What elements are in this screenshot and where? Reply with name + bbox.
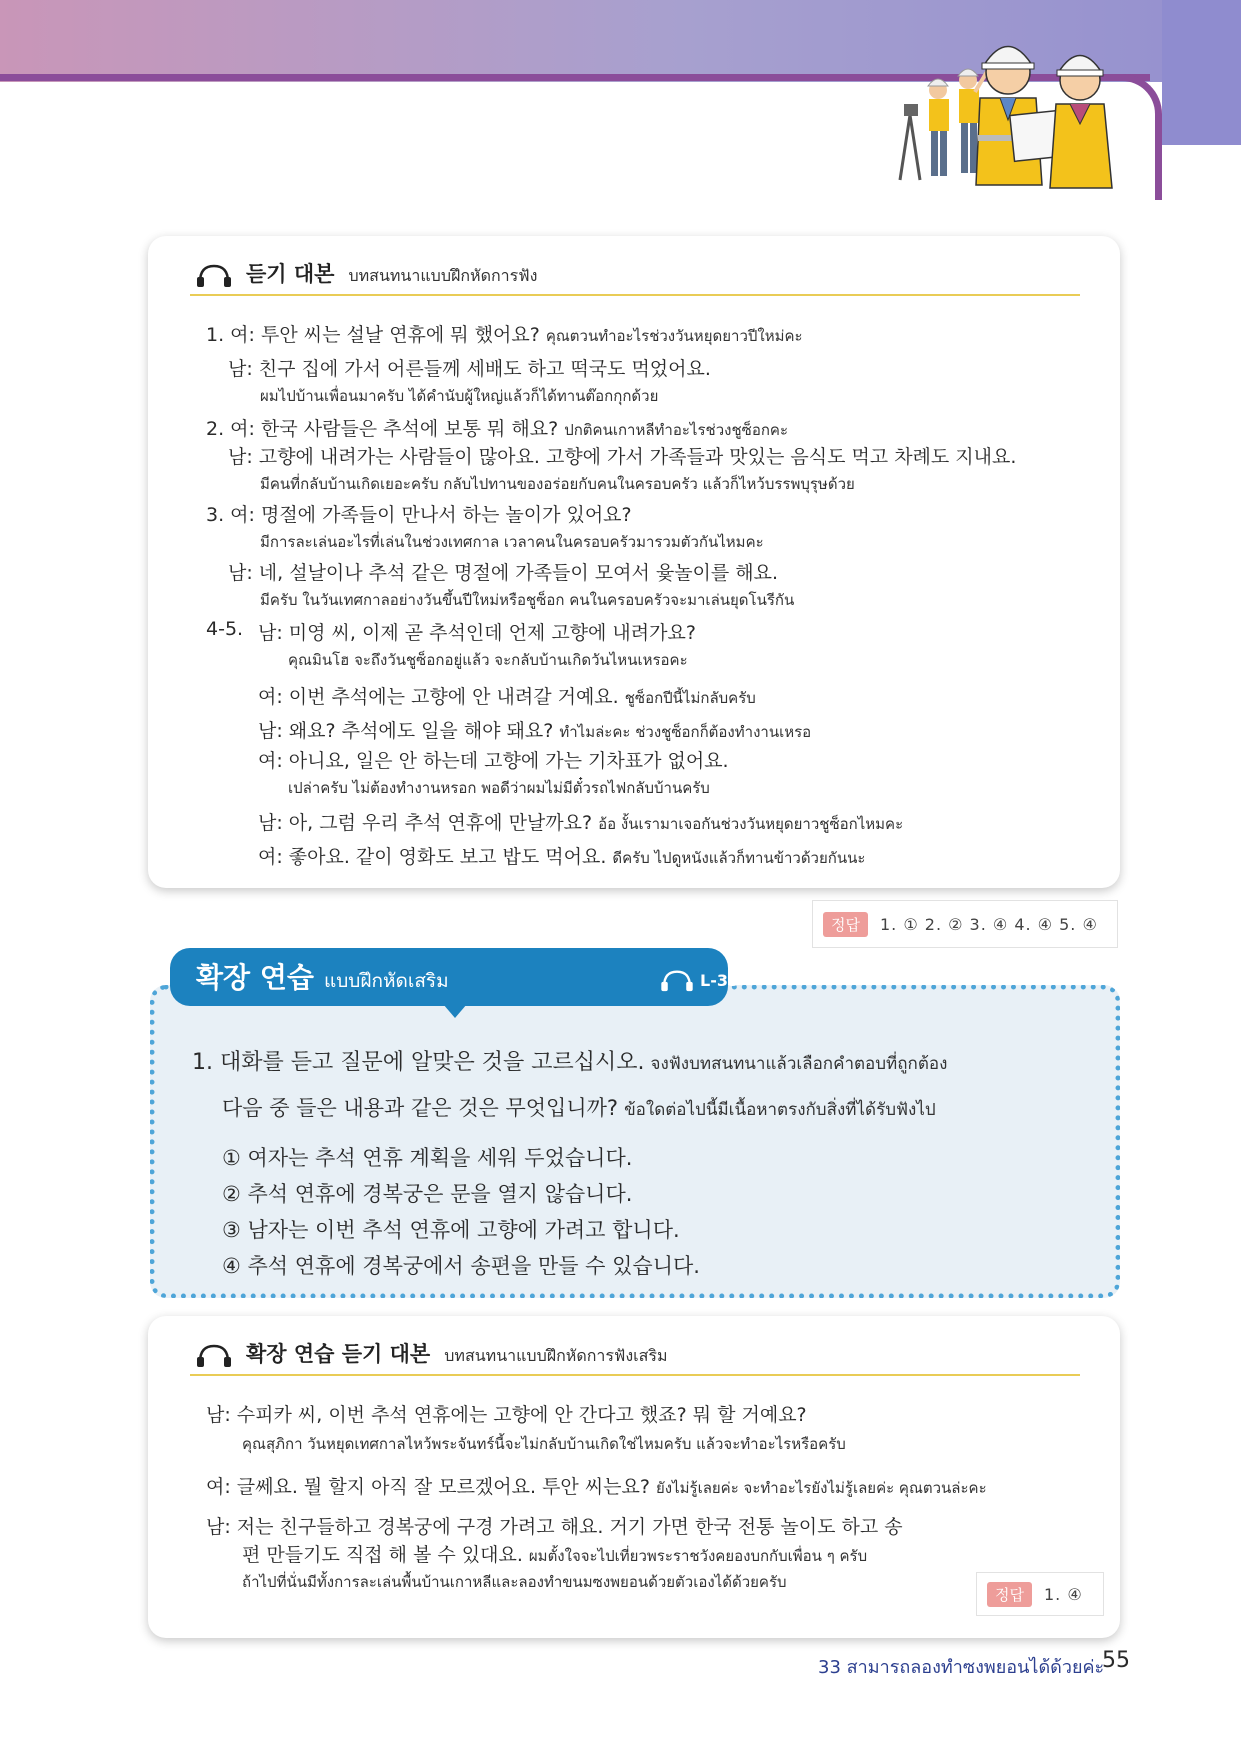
listening-script-card <box>148 236 1120 888</box>
script-line: 여: 좋아요. 같이 영화도 보고 밥도 먹어요. ดีครับ ไปดูหนังแล้วก็ทานข้าวด้วยกันนะ <box>258 846 866 868</box>
answer-tag: 정답 <box>987 1582 1032 1607</box>
answer-option-4[interactable]: ④ 추석 연휴에 경복궁에서 송편을 만들 수 있습니다. <box>222 1254 700 1278</box>
heading-underline <box>190 294 1080 296</box>
script-translation: เปล่าครับ ไม่ต้องทำงานหรอก พอดีว่าผมไม่มีตั๋วรถไฟกลับบ้านครับ <box>288 779 710 797</box>
practice-subquestion: 다음 중 들은 내용과 같은 것은 무엇입니까? ข้อใดต่อไปนี้มีเนื้อหาตรงกับสิ่งที่ได้รับฟังไป <box>222 1096 936 1120</box>
script-translation: ผมไปบ้านเพื่อนมาครับ ได้คำนับผู้ใหญ่แล้วก็ได้ทานต๊อกกุกด้วย <box>260 387 659 405</box>
script-line: 남: 미영 씨, 이제 곧 추석인데 언제 고향에 내려가요? <box>258 622 696 644</box>
banner-right-block <box>1162 0 1241 145</box>
footer-lesson-title <box>818 1652 1104 1681</box>
answer-key-box <box>812 900 1118 948</box>
answer-values: 1. ① 2. ② 3. ④ 4. ④ 5. ④ <box>879 914 1098 934</box>
practice-script-heading <box>196 1338 668 1372</box>
script-line: 남: 네, 설날이나 추석 같은 명절에 가족들이 모여서 윷놀이를 해요. <box>228 562 779 584</box>
practice-script-card <box>148 1316 1120 1638</box>
practice-heading <box>196 956 449 996</box>
listening-script-title: 듣기 대본 <box>246 262 335 286</box>
answer-option-1[interactable]: ① 여자는 추석 연휴 계획을 세워 두었습니다. <box>222 1146 633 1170</box>
answer-tag: 정답 <box>823 912 868 937</box>
engineer-figure <box>1050 56 1112 189</box>
practice-subtitle: แบบฝึกหัดเสริม <box>323 970 449 992</box>
practice-script-title: 확장 연습 듣기 대본 <box>246 1342 431 1366</box>
script-line: 1. 여: 투안 씨는 설날 연휴에 뭐 했어요? คุณตวนทำอะไรช่วงวันหยุดยาวปีใหม่คะ <box>206 324 803 346</box>
practice-script-subtitle: บทสนทนาแบบฝึกหัดการฟังเสริม <box>444 1346 668 1365</box>
heading-underline <box>190 1374 1080 1376</box>
script-line: 편 만들기도 직접 해 볼 수 있대요. ผมตั้งใจจะไปเที่ยวพระราชวังคยองบกกับเพื่อน ๆ ครับ <box>242 1544 868 1566</box>
construction-workers-illustration <box>880 20 1130 200</box>
script-number: 4-5. <box>206 618 244 640</box>
script-line: 3. 여: 명절에 가족들이 만나서 하는 놀이가 있어요? <box>206 504 632 526</box>
script-translation: มีครับ ในวันเทศกาลอย่างวันขึ้นปีใหม่หรือชูซ็อก คนในครอบครัวจะมาเล่นยุดโนรีกัน <box>260 591 795 609</box>
surveyor-figure <box>900 79 949 180</box>
answer-key-box <box>976 1572 1104 1616</box>
page-number: 55 <box>1102 1648 1130 1673</box>
headphones-icon <box>660 968 694 992</box>
practice-title: 확장 연습 <box>196 961 314 994</box>
practice-tab-pointer <box>443 1004 467 1018</box>
listening-script-heading <box>196 258 537 292</box>
answer-option-2[interactable]: ② 추석 연휴에 경복궁은 문을 열지 않습니다. <box>222 1182 633 1206</box>
script-line: 여: 아니요, 일은 안 하는데 고향에 가는 기차표가 없어요. <box>258 750 729 772</box>
script-line: 남: 수피카 씨, 이번 추석 연휴에는 고향에 안 간다고 했죠? 뭐 할 거예요? <box>206 1404 807 1426</box>
footer-unit-number: 33 <box>818 1657 841 1678</box>
answer-option-3[interactable]: ③ 남자는 이번 추석 연휴에 고향에 가려고 합니다. <box>222 1218 680 1242</box>
script-translation: มีคนที่กลับบ้านเกิดเยอะครับ กลับไปทานของอร่อยกับคนในครอบครัว แล้วก็ไหว้บรรพบุรุษด้วย <box>260 475 855 493</box>
headphones-icon <box>196 262 232 288</box>
script-line: 남: 아, 그럼 우리 추석 연휴에 만날까요? อ้อ งั้นเรามาเจอกันช่วงวันหยุดยาวชูซ็อกไหมคะ <box>258 812 904 834</box>
script-line: 남: 왜요? 추석에도 일을 해야 돼요? ทำไมล่ะคะ ช่วงชูซ็อกก็ต้องทำงานเหรอ <box>258 720 812 742</box>
answer-values: 1. ④ <box>1043 1584 1083 1604</box>
script-translation: ถ้าไปที่นั่นมีทั้งการละเล่นพื้นบ้านเกาหลีและลองทำขนมซงพยอนด้วยตัวเองได้ด้วยครับ <box>242 1573 787 1591</box>
script-line: 2. 여: 한국 사람들은 추석에 보통 뭐 해요? ปกติคนเกาหลีทำอะไรช่วงชูซ็อกคะ <box>206 418 788 440</box>
script-line: 남: 저는 친구들하고 경복궁에 구경 가려고 해요. 거기 가면 한국 전통 놀이도 하고 송 <box>206 1516 903 1538</box>
script-translation: คุณมินโฮ จะถึงวันชูซ็อกอยู่แล้ว จะกลับบ้านเกิดวันไหนเหรอคะ <box>288 651 688 669</box>
audio-track[interactable] <box>660 968 739 992</box>
script-line: 남: 친구 집에 가서 어른들께 세배도 하고 떡국도 먹었어요. <box>228 358 711 380</box>
script-translation: คุณสุภิกา วันหยุดเทศกาลไหว้พระจันทร์นี้จะไม่กลับบ้านเกิดใช่ไหมครับ แล้วจะทำอะไรหรือครับ <box>242 1435 846 1453</box>
headphones-icon <box>196 1342 232 1368</box>
listening-script-subtitle: บทสนทนาแบบฝึกหัดการฟัง <box>348 266 538 285</box>
script-line: 여: 글쎄요. 뭘 할지 아직 잘 모르겠어요. 투안 씨는요? ยังไม่รู้เลยค่ะ จะทำอะไรยังไม่รู้เลยค่ะ คุณตวนล่ะคะ <box>206 1476 987 1498</box>
script-line: 남: 고향에 내려가는 사람들이 많아요. 고향에 가서 가족들과 맛있는 음식도 먹고 차례도 지내요. <box>228 446 1017 468</box>
track-label: L-33 <box>700 970 740 990</box>
practice-question: 1. 대화를 듣고 질문에 알맞은 것을 고르십시오. จงฟังบทสนทนาแล้วเลือกคำตอบที่ถูกต้อง <box>192 1050 948 1075</box>
footer-unit-title: สามารถลองทำซงพยอนได้ด้วยค่ะ <box>846 1657 1105 1678</box>
script-line: 여: 이번 추석에는 고향에 안 내려갈 거예요. ชูซ็อกปีนี้ไม่กลับครับ <box>258 686 756 708</box>
script-translation: มีการละเล่นอะไรที่เล่นในช่วงเทศกาล เวลาคนในครอบครัวมารวมตัวกันไหมคะ <box>260 533 764 551</box>
